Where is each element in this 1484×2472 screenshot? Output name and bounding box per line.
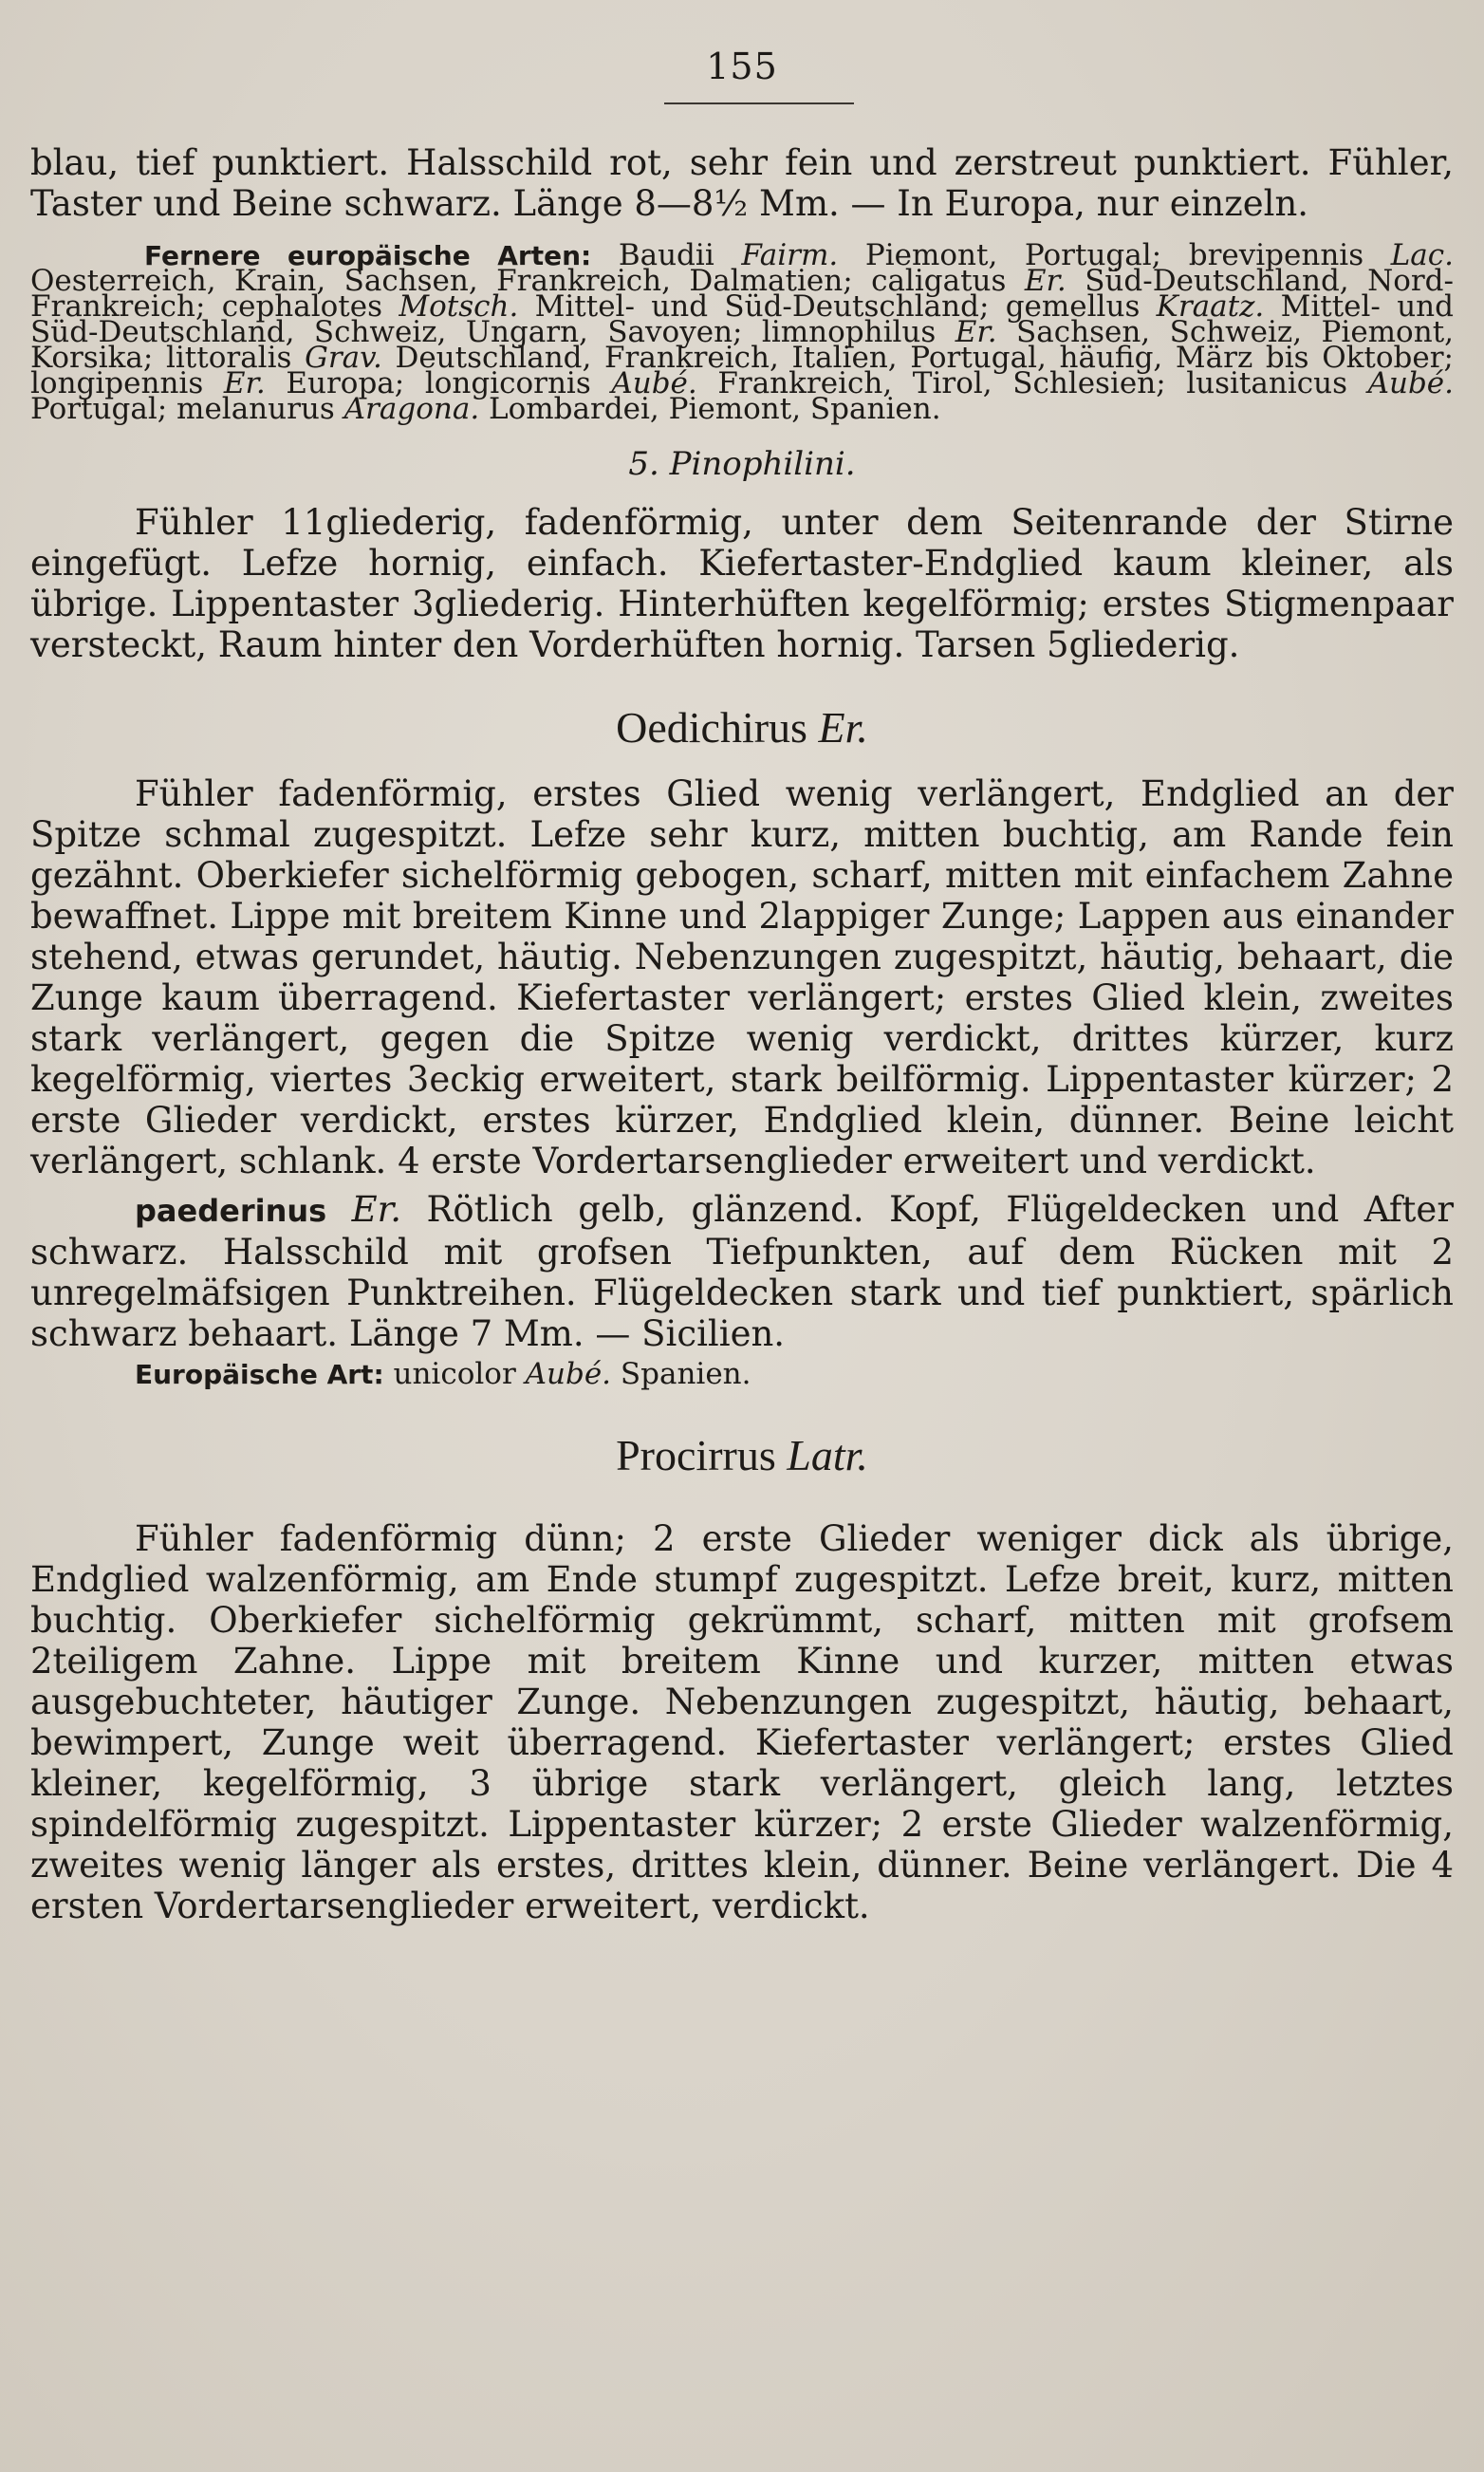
species-text: Portugal; melanurus [30,392,344,426]
species-text: Mittel- und Süd-Deutschland; gemellus [518,289,1157,324]
spacer [30,1387,1454,1431]
species-author: Aubé. [525,1357,612,1391]
tribe-heading: 5. Pinophilini. [628,445,856,483]
species-author: Aragona. [343,392,480,426]
species-author: Er. [955,315,997,349]
genus-author: Er. [818,703,868,752]
species-author: Fairm. [741,238,839,272]
species-author: Er. [326,1189,402,1230]
genus-name: Procirrus [616,1431,788,1479]
species-text: Europa; longicornis [265,366,612,400]
species-text: Süd-Deutschland, Nord-Frankreich; cephalotes [30,264,1454,324]
intro-paragraph: blau, tief punktiert. Halsschild rot, sehr fein und zerstreut punktiert. Fühler, Taster und Beine schwarz. Länge 8—8½ Mm. — In Europa, nur einzeln. [30,142,1454,224]
species-text: Lombardei, Piemont, Spanien. [479,392,941,426]
further-species-label: Fernere europäische Arten: [144,240,592,271]
species-name: paederinus [135,1193,327,1229]
species-text: Deutschland, Frankreich, Italien, Portugal, häufig, März bis Oktober; longipennis [30,341,1454,400]
genus-name: Oedichirus [616,703,819,752]
species-text: unicolor [383,1357,526,1391]
species-author: Grav. [305,341,382,375]
species-author: Kraatz. [1156,289,1265,324]
page-number-rule [664,102,854,104]
tribe-description: Fühler 11gliederig, fadenförmig, unter dem Seitenrande der Stirne eingefügt. Lefze hornig, einfach. Kiefertaster-Endglied kaum kleiner, als übrige. Lippentaster 3gliederig. Hinterhüften kegelförmig; erstes Stigmenpaar versteckt, Raum hinter den Vorderhüften hornig. Tarsen 5gliederig. [30,502,1454,665]
european-species-paragraph [30,1357,1454,1391]
species-author: Aubé. [611,366,697,400]
european-species-label: Europäische Art: [135,1359,384,1390]
species-text: Piemont, Portugal; brevipennis [838,238,1391,272]
species-author: Er. [223,366,266,400]
genus-author: Latr. [787,1431,868,1479]
page-text [30,142,1454,1926]
genus-heading-procirrus [30,1431,1454,1480]
species-text: Mittel- und Süd-Deutschland, Schweiz, Ungarn, Savoyen; limnophilus [30,289,1454,349]
species-text: Oesterreich, Krain, Sachsen, Frankreich, Dalmatien; caligatus [30,264,1025,298]
species-text: Spanien. [611,1357,751,1391]
spacer [30,665,1454,703]
spacer [30,1181,1454,1189]
genus-heading-oedichirus [30,703,1454,753]
species-paragraph-paederinus [30,1189,1454,1354]
species-author: Motsch. [399,289,519,324]
species-text: Frankreich, Tirol, Schlesien; lusitanicus [696,366,1368,400]
further-species-paragraph [30,238,1455,426]
spacer [30,753,1454,773]
species-author: Lac. [1390,238,1455,272]
species-text: Sachsen, Schweiz, Piemont, Korsika; littoralis [30,315,1455,375]
species-text: Baudii [591,238,742,272]
species-description: Rötlich gelb, glänzend. Kopf, Flügeldecken und After schwarz. Halsschild mit grofsen Tiefpunkten, auf dem Rücken mit 2 unregelmäfsigen Punktreihen. Flügeldecken stark und tief punktiert, spärlich schwarz behaart. Länge 7 Mm. — Sicilien. [30,1189,1455,1354]
species-author: Aubé. [1367,366,1454,400]
species-author: Er. [1024,264,1067,298]
spacer [30,483,1454,502]
oedichirus-description: Fühler fadenförmig, erstes Glied wenig verlängert, Endglied an der Spitze schmal zugespitzt. Lefze sehr kurz, mitten buchtig, am Rande fein gezähnt. Oberkiefer sichelförmig gebogen, scharf, mitten mit einfachem Zahne bewaffnet. Lippe mit breitem Kinne und 2lappiger Zunge; Lappen aus einander stehend, etwas gerundet, häutig. Nebenzungen zugespitzt, häutig, behaart, die Zunge kaum überragend. Kiefertaster verlängert; erstes Glied klein, zweites stark verlängert, gegen die Spitze wenig verdickt, drittes kürzer, kurz kegelförmig, viertes 3eckig erweitert, stark beilförmig. Lippentaster kürzer; 2 erste Glieder verdickt, erstes kürzer, Endglied klein, dünner. Beine leicht verlängert, schlank. 4 erste Vordertarsenglieder erweitert und verdickt. [30,773,1454,1181]
page-number: 155 [706,46,778,87]
procirrus-description: Fühler fadenförmig dünn; 2 erste Glieder weniger dick als übrige, Endglied walzenförmig, am Ende stumpf zugespitzt. Lefze breit, kurz, mitten buchtig. Oberkiefer sichelförmig gekrümmt, scharf, mitten mit grofsem 2teiligem Zahne. Lippe mit breitem Kinne und kurzer, mitten etwas ausgebuchteter, häutiger Zunge. Nebenzungen zugespitzt, häutig, behaart, bewimpert, Zunge weit überragend. Kiefertaster verlängert; erstes Glied kleiner, kegelförmig, 3 übrige stark verlängert, gleich lang, letztes spindelförmig zugespitzt. Lippentaster kürzer; 2 erste Glieder walzenförmig, zweites wenig länger als erstes, drittes klein, dünner. Beine verlängert. Die 4 ersten Vordertarsenglieder erweitert, verdickt. [30,1518,1454,1926]
spacer [30,1480,1454,1518]
